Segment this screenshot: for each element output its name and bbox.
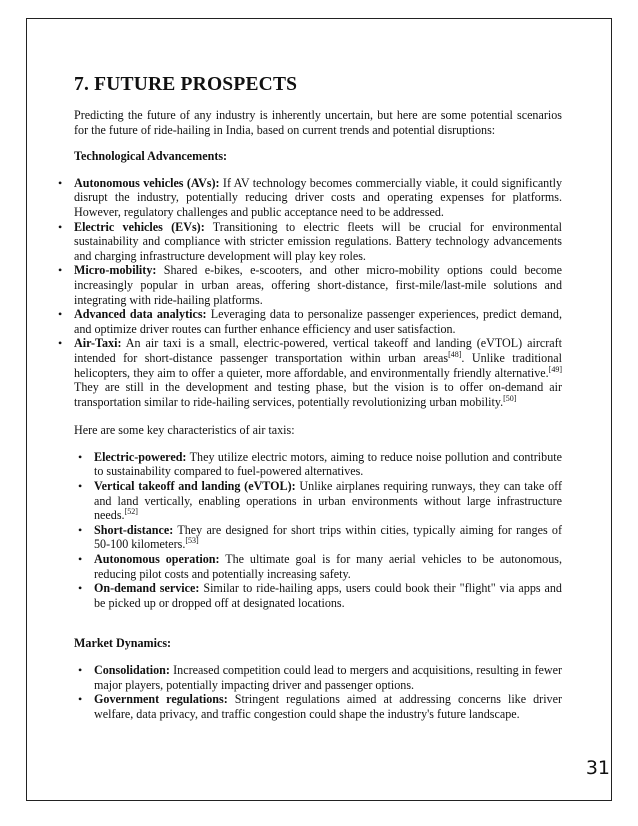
item-text: . Unlike traditional helicopters, they aim to offer a quieter, more affordable, and environmentally friendly alternative.: [74, 350, 562, 380]
list-item: [58, 175, 562, 220]
item-text: Shared e-bikes, e-scooters, and other micro-mobility options could become increasingly popular in urban areas, offering short-distance, first-mile/last-mile solutions and integrating with ride-hailing platforms.: [74, 263, 562, 307]
item-term: Government regulations:: [94, 692, 228, 707]
air-intro-paragraph: Here are some key characteristics of air taxis:: [74, 423, 295, 438]
item-text: Similar to ride-hailing apps, users could book their "flight" via apps and be picked up or dropped off at designated locations.: [94, 581, 562, 610]
page-content: [58, 74, 562, 721]
citation-ref: [49]: [548, 364, 562, 374]
bullet-icon: •: [78, 522, 83, 537]
item-text: They utilize electric motors, aiming to reduce noise pollution and contribute to sustainability compared to fuel-powered alternatives.: [94, 449, 562, 479]
item-term: Autonomous vehicles (AVs):: [74, 175, 220, 190]
item-term: On-demand service:: [94, 581, 200, 596]
item-term: Autonomous operation:: [94, 552, 220, 567]
bullet-icon: •: [58, 263, 63, 278]
list-item: [78, 449, 562, 479]
list-item: [78, 479, 562, 523]
item-text: An air taxi is a small, electric-powered, vertical takeoff and landing (eVTOL) aircraft intended for short-distance passenger transportation within urban areas: [74, 336, 562, 365]
citation-ref: [48]: [448, 349, 462, 359]
list-item: [78, 552, 562, 581]
item-term: Consolidation:: [94, 663, 170, 677]
item-text: Transitioning to electric fleets will be crucial for environmental sustainability and compliance with stricter emission regulations. Battery technology advancements and charging infrastructure development will play key roles.: [74, 219, 562, 263]
bullet-icon: •: [78, 479, 83, 494]
item-text: Unlike airplanes requiring runways, they can take off and land vertically, enabling operations in urban environments without large infrastructure needs.: [94, 479, 562, 523]
item-term: Air-Taxi:: [74, 336, 122, 351]
citation-ref: [53]: [185, 536, 199, 546]
item-text: They are still in the development and testing phase, but the vision is to offer on-demand air transportation similar to ride-hailing services, potentially revolutionizing urban mobility.: [74, 380, 562, 409]
bullet-icon: •: [58, 175, 63, 190]
section-title: 7. FUTURE PROSPECTS: [74, 74, 298, 95]
bullet-icon: •: [78, 692, 83, 707]
list-item: [58, 219, 562, 264]
item-term: Electric vehicles (EVs):: [74, 219, 205, 234]
item-text: Stringent regulations aimed at addressing concerns like driver welfare, data privacy, and traffic congestion could shape the industry's future landscape.: [94, 692, 562, 721]
bullet-icon: •: [58, 219, 63, 234]
citation-ref: [52]: [124, 507, 138, 517]
item-text: Increased competition could lead to mergers and acquisitions, resulting in fewer major players, potentially impacting driver and passenger options.: [94, 663, 562, 692]
bullet-icon: •: [58, 307, 63, 322]
page-number: 31: [585, 757, 610, 779]
list-item: [78, 581, 562, 610]
list-item: [58, 307, 562, 336]
item-term: Short-distance:: [94, 522, 174, 537]
item-term: Vertical takeoff and landing (eVTOL):: [94, 479, 296, 494]
bullet-icon: •: [78, 581, 83, 596]
item-text: They are designed for short trips within cities, typically aiming for ranges of 50-100 kilometers.: [94, 522, 562, 552]
bullet-icon: •: [78, 449, 83, 464]
air-characteristics-list: [78, 449, 562, 611]
bullet-icon: •: [78, 663, 83, 677]
list-item: [78, 692, 562, 721]
bullet-icon: •: [58, 336, 63, 351]
intro-paragraph: Predicting the future of any industry is inherently uncertain, but here are some potential scenarios for the future of ride-hailing in India, based on current trends and potential disruptions:: [74, 108, 562, 137]
item-term: Micro-mobility:: [74, 263, 157, 278]
item-text: The ultimate goal is for many aerial vehicles to be autonomous, reducing pilot costs and potentially increasing safety.: [94, 552, 562, 581]
list-item-air-taxi: [58, 336, 562, 409]
list-item: [78, 522, 562, 552]
item-text: Leveraging data to personalize passenger experiences, predict demand, and optimize driver routes can further enhance efficiency and user satisfaction.: [74, 307, 562, 336]
tech-list: [58, 175, 562, 410]
market-list: [78, 663, 562, 721]
bullet-icon: •: [78, 552, 83, 567]
market-heading: Market Dynamics:: [74, 636, 172, 651]
list-item: [78, 663, 562, 692]
item-text: If AV technology becomes commercially viable, it could significantly disrupt the industry, potentially reducing driver costs and operating expenses for platforms. However, regulatory challenges and public acceptance need to be addressed.: [74, 175, 562, 219]
item-term: Electric-powered:: [94, 449, 187, 464]
list-item: [58, 263, 562, 307]
citation-ref: [50]: [503, 393, 517, 403]
item-term: Advanced data analytics:: [74, 307, 207, 322]
tech-heading: Technological Advancements:: [74, 149, 228, 164]
